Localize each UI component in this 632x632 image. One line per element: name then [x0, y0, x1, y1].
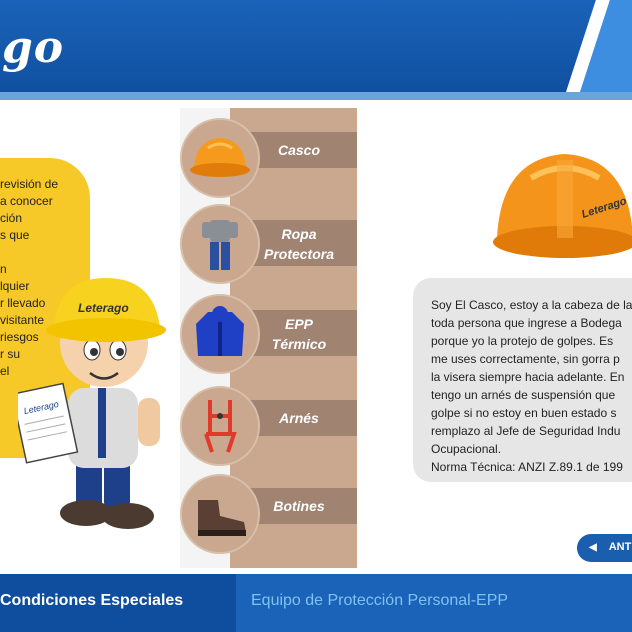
info-box	[413, 278, 632, 482]
info-line: la visera siempre hacia adelante. En	[431, 370, 625, 384]
info-line: me uses correctamente, sin gorra p	[431, 352, 620, 366]
previous-button[interactable]	[577, 534, 632, 562]
info-line: toda persona que ingrese a Bodega	[431, 316, 622, 330]
epp-item-ropa[interactable]	[180, 204, 358, 282]
info-line: tengo un arnés de suspensión que	[431, 388, 616, 402]
epp-item-botines[interactable]	[180, 474, 358, 552]
intro-line: el	[0, 364, 10, 378]
intro-line: a conocer	[0, 194, 53, 208]
item-label: Botines	[273, 498, 325, 514]
helmet-illustration	[487, 138, 632, 278]
intro-line: riesgos	[0, 330, 39, 344]
detail-panel	[357, 108, 632, 568]
info-line: Norma Técnica: ANZI Z.89.1 de 199	[431, 460, 623, 474]
paper-logo: Leterago	[22, 398, 60, 417]
intro-line: n	[0, 262, 7, 276]
info-line: Soy El Casco, estoy a la cabeza de la	[431, 298, 632, 312]
footer-bar	[0, 568, 632, 632]
hat-logo: Leterago	[78, 301, 129, 315]
intro-line: revisión de	[0, 177, 59, 191]
intro-line: lquier	[0, 279, 30, 293]
epp-item-arnes[interactable]	[180, 386, 358, 464]
footer-chevron	[218, 574, 236, 632]
info-line: Ocupacional.	[431, 442, 502, 456]
epp-item-casco[interactable]	[180, 118, 358, 196]
intro-line: r su	[0, 347, 21, 361]
intro-line: visitante	[0, 313, 45, 327]
intro-line: ción	[0, 211, 23, 225]
info-line: remplazo al Jefe de Seguridad Indu	[431, 424, 621, 438]
info-line: porque yo la protejo de golpes. Es	[431, 334, 614, 348]
intro-line: r llevado	[0, 296, 46, 310]
item-label: Casco	[277, 142, 321, 158]
item-label: EPP Térmico	[271, 316, 327, 352]
intro-line: s que	[0, 228, 30, 242]
item-label: Ropa Protectora	[263, 226, 335, 262]
previous-button-label: ANT	[608, 541, 632, 553]
header-bar	[0, 0, 632, 100]
main-content	[0, 108, 632, 568]
mascot-illustration	[18, 258, 178, 538]
footer-section: Condiciones Especiales	[0, 592, 184, 609]
item-label: Arnés	[279, 410, 319, 426]
footer-subsection: Equipo de Protección Personal-EPP	[251, 592, 509, 609]
epp-item-termico[interactable]	[180, 294, 358, 372]
header-band	[0, 92, 632, 100]
arrow-left-icon: ◀	[589, 542, 597, 553]
helmet-logo: Leterago	[580, 195, 629, 221]
info-line: golpe si no estoy en buen estado s	[431, 406, 617, 420]
left-panel	[0, 108, 180, 568]
brand-logo: go	[2, 22, 65, 73]
